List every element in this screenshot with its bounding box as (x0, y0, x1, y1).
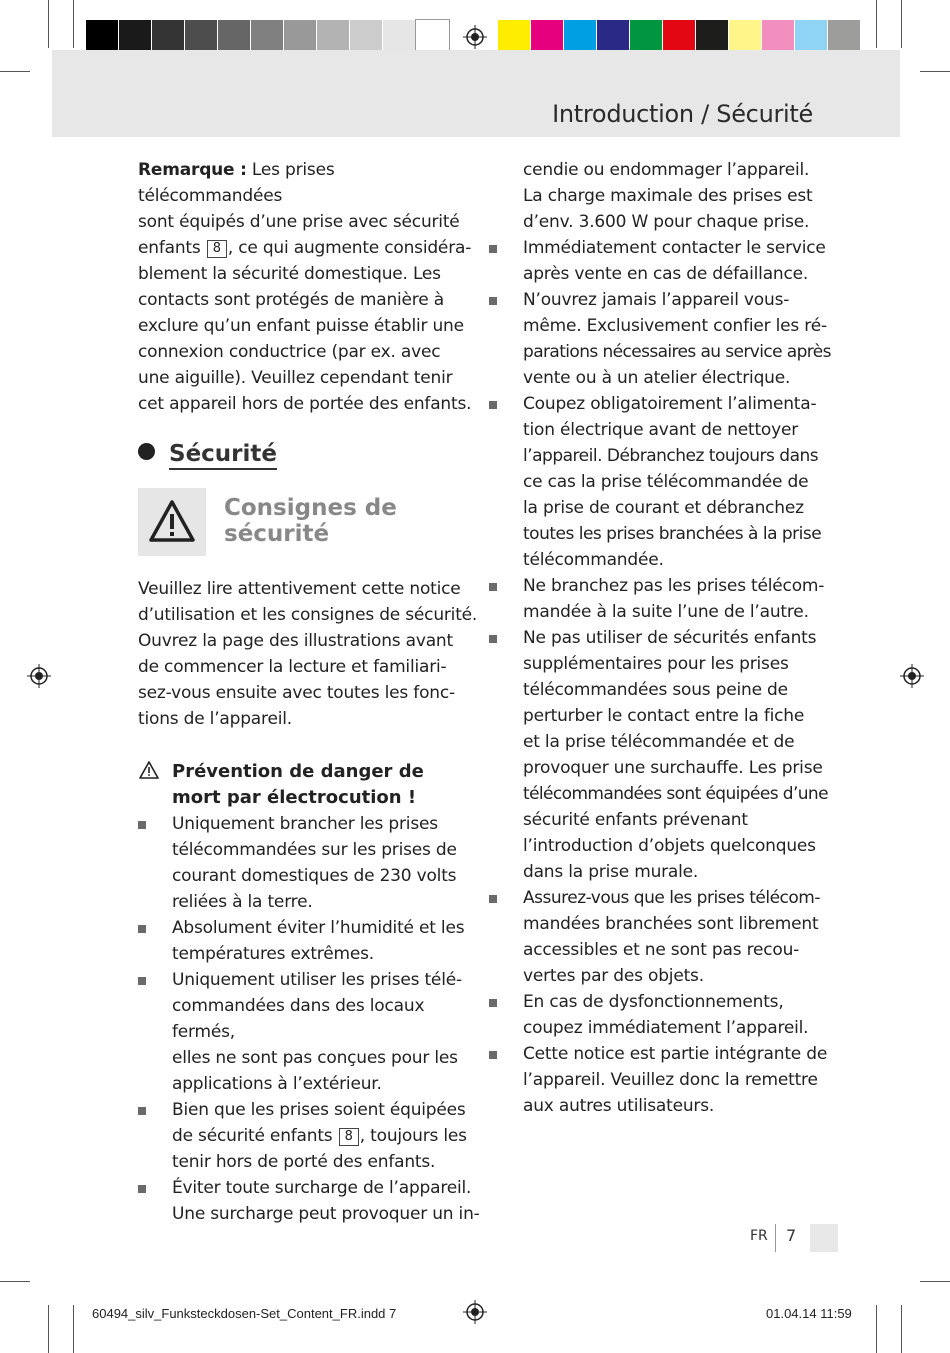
crop-mark (48, 0, 49, 48)
square-bullet-icon (138, 821, 146, 829)
crop-mark (73, 1305, 74, 1353)
color-swatch (251, 20, 284, 54)
color-swatch (185, 20, 218, 54)
crop-mark (901, 1305, 902, 1353)
color-swatch (729, 20, 762, 54)
part-reference: 8 (339, 1128, 359, 1146)
color-swatch (828, 20, 861, 54)
color-swatch (531, 20, 564, 54)
color-swatch (597, 20, 630, 54)
square-bullet-icon (489, 999, 497, 1007)
bullet-dot-icon (138, 443, 155, 460)
list-item: Ne branchez pas les prises télécom- mandée à la suite l’une de l’autre. (487, 573, 832, 625)
warning-box (138, 488, 206, 556)
section-heading: Sécurité (138, 441, 277, 467)
list-item: Immédiatement contacter le service après vente en cas de défaillance. (487, 235, 832, 287)
crop-mark (876, 0, 877, 48)
slug-filename: 60494_silv_Funksteckdosen-Set_Content_FR.indd 7 (92, 1306, 397, 1321)
continuation-text: cendie ou endommager l’appareil. La charge maximale des prises est d’env. 3.600 W pour chaque prise. (523, 160, 813, 232)
list-item: Coupez obligatoirement l’alimenta- tion électrique avant de nettoyer l’appareil. Débranchez toujours dans ce cas la prise télécommandée de la prise de courant et débranchez toutes les prises branchées à la prise télécommandée. (487, 391, 832, 573)
intro-paragraph: Veuillez lire attentivement cette notice d’utilisation et les consignes de sécurité. Ouvrez la page des illustrations avant de commencer la lecture et familiari- sez-vous ensuite avec toutes les fonc- tions de l’appareil. (138, 579, 478, 729)
square-bullet-icon (138, 1107, 146, 1115)
warning-triangle-icon (138, 488, 206, 556)
subsection-heading: Consignes de sécurité (224, 495, 397, 547)
crop-mark (0, 71, 30, 72)
square-bullet-icon (489, 635, 497, 643)
footer-language: FR (750, 1228, 768, 1244)
crop-mark (48, 1305, 49, 1353)
color-swatch (350, 20, 383, 54)
square-bullet-icon (489, 245, 497, 253)
registration-mark-icon (463, 25, 487, 49)
list-item: Assurez-vous que les prises télécom- mandées branchées sont librement accessibles et ne sont pas recou- vertes par des objets. (487, 885, 832, 989)
square-bullet-icon (489, 297, 497, 305)
square-bullet-icon (138, 977, 146, 985)
right-column (487, 157, 832, 1119)
square-bullet-icon (489, 1051, 497, 1059)
square-bullet-icon (489, 583, 497, 591)
color-swatch (317, 20, 350, 54)
square-bullet-icon (489, 895, 497, 903)
crop-mark (0, 1281, 30, 1282)
list-item: Cette notice est partie intégrante de l’appareil. Veuillez donc la remettre aux autres utilisateurs. (487, 1041, 832, 1119)
crop-mark (73, 0, 74, 48)
color-swatch (795, 20, 828, 54)
danger-heading: Prévention de danger de mort par électrocution ! (172, 761, 424, 808)
list-item: Éviter toute surcharge de l’appareil. Une surcharge peut provoquer un in- (136, 1175, 486, 1227)
list-item: Uniquement brancher les prises télécommandées sur les prises de courant domestiques de 230 volts reliées à la terre. (136, 811, 486, 915)
color-swatch (152, 20, 185, 54)
color-swatch (284, 20, 317, 54)
note-label: Remarque : (138, 160, 247, 180)
left-bullet-list (136, 811, 486, 1227)
color-swatch (762, 20, 795, 54)
list-item: En cas de dysfonctionnements, coupez immédiatement l’appareil. (487, 989, 832, 1041)
crop-mark (876, 1305, 877, 1353)
color-swatch (416, 20, 449, 54)
part-reference: 8 (207, 240, 227, 258)
registration-mark-icon (27, 664, 51, 688)
footer-tab (810, 1224, 838, 1252)
list-item: Uniquement utiliser les prises télé- commandées dans des locaux fermés, elles ne sont pas conçues pour les applications à l’extérieur. (136, 967, 486, 1097)
crop-mark (920, 71, 950, 72)
color-swatch (630, 20, 663, 54)
square-bullet-icon (138, 925, 146, 933)
process-color-bar (498, 20, 861, 54)
registration-mark-icon (463, 1300, 487, 1324)
color-swatch (86, 20, 119, 54)
color-swatch (663, 20, 696, 54)
page-header-title: Introduction / Sécurité (552, 100, 813, 128)
page-number: 7 (786, 1226, 797, 1245)
color-swatch (564, 20, 597, 54)
grayscale-color-bar (86, 20, 449, 54)
list-item: Absolument éviter l’humidité et les températures extrêmes. (136, 915, 486, 967)
list-item: Ne pas utiliser de sécurités enfants supplémentaires pour les prises télécommandées sous peine de perturber le contact entre la fiche et la prise télécommandée et de provoquer une surchauffe. Les prise télécommandées sont équipées d’une sécurité enfants prévenant l’introduction d’objets quelconques dans la prise murale. (487, 625, 832, 885)
warning-triangle-icon (138, 760, 160, 780)
footer-divider (775, 1224, 776, 1252)
color-swatch (218, 20, 251, 54)
color-swatch (498, 20, 531, 54)
list-item: Bien que les prises soient équipées de sécurité enfants 8 , toujours les tenir hors de porté des enfants. (136, 1097, 486, 1175)
crop-mark (920, 1281, 950, 1282)
square-bullet-icon (489, 401, 497, 409)
color-swatch (696, 20, 729, 54)
note-paragraph: Remarque : Les prises télécommandées sont équipés d’une prise avec sécurité enfants 8 , ce qui augmente considéra- blement la sécurité domestique. Les contacts sont protégés de manière à exclure qu’un enfant puisse établir une connexion conductrice (par ex. avec une aiguille). Veuillez cependant tenir cet appareil hors de portée des enfants. (138, 160, 472, 414)
registration-mark-icon (900, 664, 924, 688)
list-item: N’ouvrez jamais l’appareil vous- même. Exclusivement confier les ré- parations nécessaires au service après vente ou à un atelier électrique. (487, 287, 832, 391)
square-bullet-icon (138, 1185, 146, 1193)
color-swatch (119, 20, 152, 54)
crop-mark (901, 0, 902, 48)
slug-datetime: 01.04.14 11:59 (766, 1306, 852, 1321)
color-swatch (383, 20, 416, 54)
